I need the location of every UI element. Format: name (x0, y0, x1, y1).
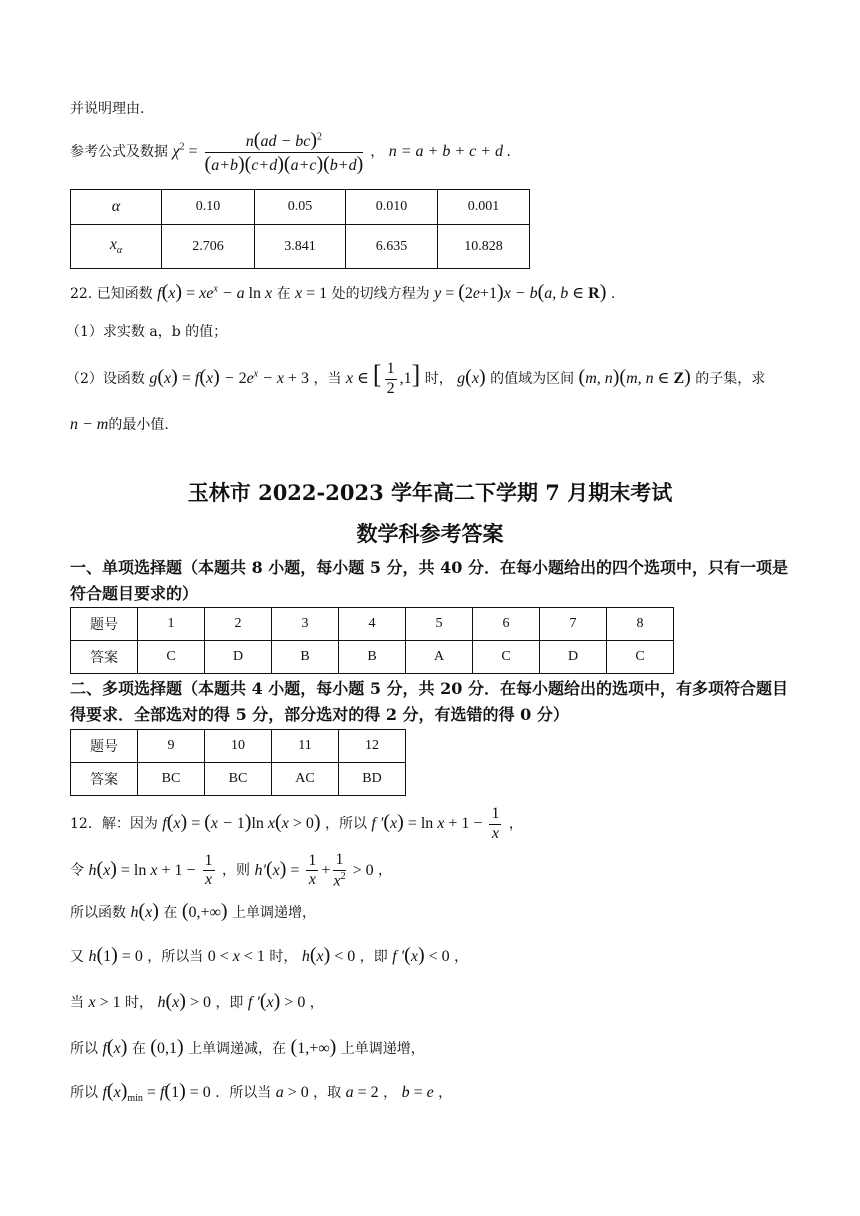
question-number: 22. (70, 286, 93, 302)
alpha-header: α (71, 190, 162, 225)
question-22-part-2-tail: n − m的最小值. (70, 416, 169, 433)
reference-formula-line: 参考公式及数据 $\chi^2$ = $\frac{n(ad - bc)^2}{(a+b)(c+d)(a+c)(b+d)}$ ， n = a + b + c + d . (70, 129, 512, 175)
x-alpha-header: $x_\alpha$ (71, 225, 162, 269)
question-number-cell: 10 (205, 730, 272, 763)
critical-value-table (70, 189, 530, 269)
x-alpha-cell: 10.828 (438, 225, 530, 269)
alpha-cell: 0.001 (438, 190, 530, 225)
solution-12-line-5: 当 x > 1 时， h(x) > 0 ，即 f ′(x) > 0 ， (70, 990, 324, 1012)
question-number-cell: 6 (473, 608, 540, 641)
section-2-heading: 二、多项选择题（本题共 4 小题，每小题 5 分，共 20 分．在每小题给出的选项中，有多项符合题目得要求．全部选对的得 5 分，部分选对的得 2 分，有选错的得 0 分） (70, 679, 788, 724)
answer-cell: B (272, 641, 339, 674)
question-22-part-2: （2）设函数 $g(x) = f(x) - 2e^x - x + 3$ ，当 x ∈ [ $\frac{1}{2}$ ,1] 时， g(x) 的值域为区间 (m, n)(m, n ∈ Z) 的子集，求 (66, 360, 766, 397)
solution-12-line-3: 所以函数 h(x) 在 (0,+∞) 上单调递增， (70, 900, 317, 922)
alpha-cell: 0.10 (162, 190, 255, 225)
solution-12-line-2: 令 h(x) = ln x + 1 − $\frac{1}{x}$ ，则 h′(x) = $\frac{1}{x}$ + $\frac{1}{x^2}$ > 0 ， (70, 851, 393, 890)
n-definition: n = a + b + c + d . (388, 143, 512, 161)
answer-cell: BC (205, 763, 272, 796)
solution-12-line-1: 12．解：因为 f(x) = (x − 1)ln x(x > 0) ，所以 f ′(x) = ln x + 1 − $\frac{1}{x}$ ， (70, 805, 523, 842)
x-alpha-cell: 3.841 (255, 225, 346, 269)
answer-subtitle: 数学科参考答案 (356, 521, 504, 546)
question-number-cell: 7 (540, 608, 607, 641)
answer-cell: D (205, 641, 272, 674)
answer-cell: A (406, 641, 473, 674)
answer-cell: BC (138, 763, 205, 796)
answer-cell: C (138, 641, 205, 674)
solution-12-line-6: 所以 f(x) 在 (0,1) 上单调递减，在 (1,+∞) 上单调递增， (70, 1036, 425, 1058)
x-alpha-cell: 6.635 (346, 225, 438, 269)
answer-cell: AC (272, 763, 339, 796)
question-number-cell: 5 (406, 608, 473, 641)
question-number-cell: 1 (138, 608, 205, 641)
prev-question-tail: 并说明理由. (70, 101, 145, 117)
question-number-cell: 12 (339, 730, 406, 763)
row-label: 答案 (71, 763, 138, 796)
question-number-cell: 3 (272, 608, 339, 641)
chi-square-fraction: $\frac{n(ad - bc)^2}{(a+b)(c+d)(a+c)(b+d)}$ (204, 129, 364, 175)
alpha-cell: 0.05 (255, 190, 346, 225)
row-label: 答案 (71, 641, 138, 674)
question-22-stem: 22. 已知函数 $f(x) = xe^x - a$ ln x 在 x = 1 处的切线方程为 y = (2e+1)x − b(a, b ∈ R) . (70, 281, 616, 303)
solution-12-line-4: 又 h(1) = 0 ，所以当 0 < x < 1 时， h(x) < 0 ，即 f ′(x) < 0 ， (70, 944, 469, 966)
row-label: 题号 (71, 608, 138, 641)
question-number-cell: 11 (272, 730, 339, 763)
answer-cell: C (473, 641, 540, 674)
x-alpha-cell: 2.706 (162, 225, 255, 269)
solution-12-line-7: 所以 $f(x)_{min} = f(1) = 0$ ．所以当 a > 0 ，取 a = 2 ， b = e ， (70, 1080, 453, 1105)
answer-cell: C (607, 641, 674, 674)
single-choice-answer-table (70, 607, 674, 674)
answer-cell: BD (339, 763, 406, 796)
alpha-cell: 0.010 (346, 190, 438, 225)
formula-label: 参考公式及数据 (70, 144, 168, 161)
section-1-heading: 一、单项选择题（本题共 8 小题，每小题 5 分，共 40 分．在每小题给出的四个选项中，只有一项是符合题目要求的） (70, 558, 788, 603)
chi-square-formula: $\chi^2$ = $\frac{n(ad - bc)^2}{(a+b)(c+d)(a+c)(b+d)}$ (172, 129, 364, 175)
answer-cell: B (339, 641, 406, 674)
question-22-part-1: （1）求实数 a，b 的值； (66, 324, 228, 340)
question-number-cell: 4 (339, 608, 406, 641)
answer-cell: D (540, 641, 607, 674)
question-number-cell: 8 (607, 608, 674, 641)
question-number-cell: 2 (205, 608, 272, 641)
multi-choice-answer-table (70, 729, 406, 796)
answer-title: 玉林市 2022-2023 学年高二下学期 7 月期末考试 (187, 480, 673, 505)
question-number-cell: 9 (138, 730, 205, 763)
row-label: 题号 (71, 730, 138, 763)
